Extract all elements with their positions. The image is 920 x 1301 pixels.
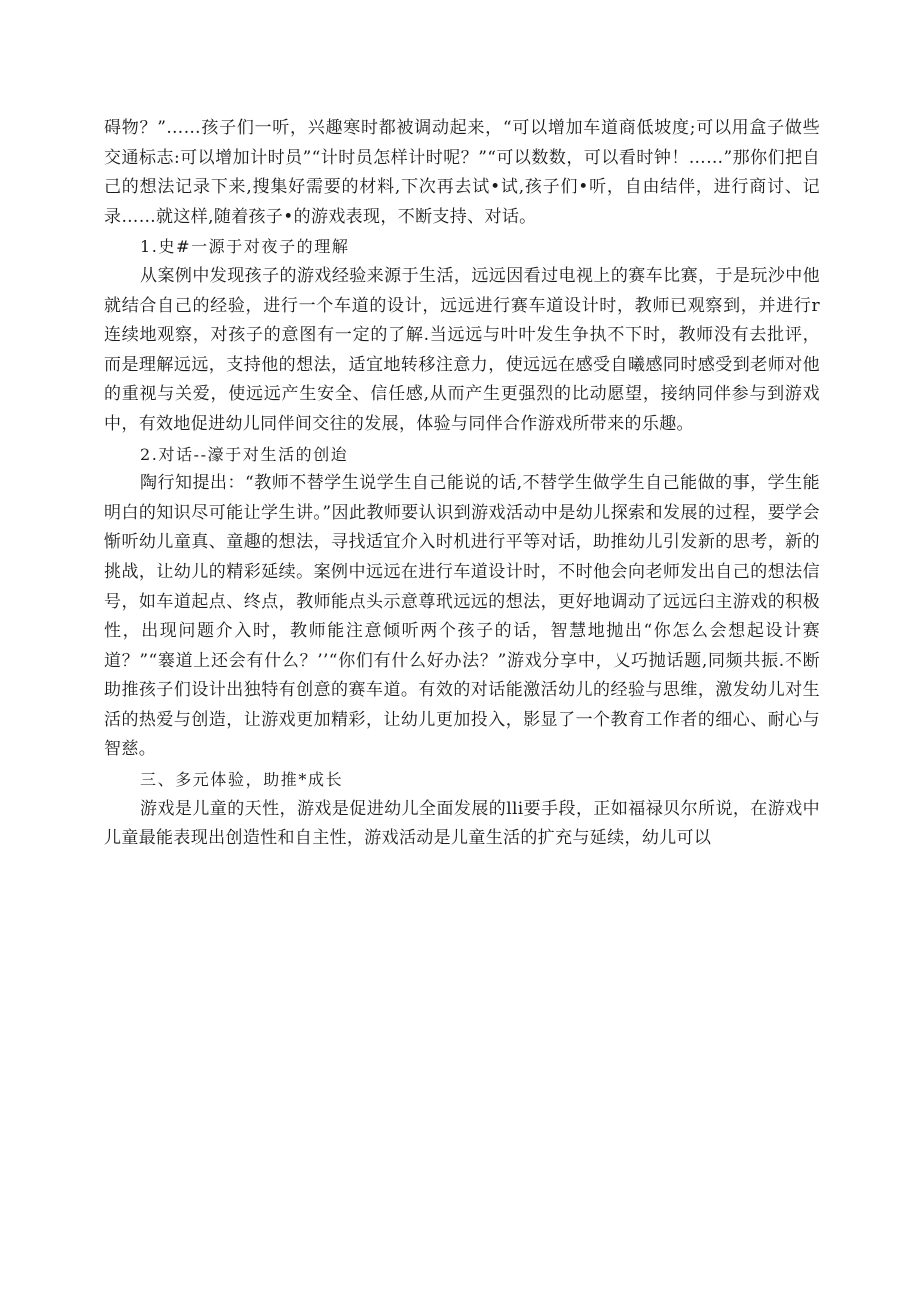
document-page bbox=[104, 114, 820, 854]
section-heading-2: 2.对话--濠于对生活的创迨 bbox=[140, 444, 349, 464]
paragraph-understanding: 从案例中发现孩子的游戏经验来源于生活，远远因看过电视上的赛车比赛，于是玩沙中他就结合自己的经验，进行一个车道的设计，远远进行赛车道设计时，教师已观察到，并进行r连续地观察，对孩子的意图有一定的了解.当远远与叶叶发生争执不下时，教师没有去批评，而是理解远远，支持他的想法，适宜地转移注意力，使远远在感受自曦感同时感受到老师对他的重视与关爱，使远远产生安全、信任感,从而产生更强烈的比动愿望，接纳同伴参与到游戏中，有效地促进幼儿同伴间交往的发展，体验与同伴合作游戏所带来的乐趣。 bbox=[104, 265, 820, 434]
paragraph-continuation: 碍物？”……孩子们一听，兴趣寒时都被调动起来，“可以增加车道商低坡度;可以用盒子做些交通标志:可以增加计时员”“计时员怎样计时呢？”“可以数数，可以看时钟！……”那你们把自己的想法记录下来,搜集好需要的材料,下次再去试•试,孩子们•听，自由结伴，进行商讨、记录……就这样,随着孩子•的游戏表现，不断支持、对话。 bbox=[104, 118, 820, 227]
section-heading-3: 三、多元体验，助推*成长 bbox=[140, 770, 344, 790]
paragraph-experience: 游戏是儿童的天性，游戏是促进幼儿全面发展的lli要手段，正如福禄贝尔所说，在游戏中儿童最能表现出创造性和自主性，游戏活动是儿童生活的扩充与延续，幼儿可以 bbox=[104, 798, 820, 849]
paragraph-dialogue: 陶行知提出：“教师不替学生说学生自己能说的话,不替学生做学生自己能做的事，学生能明白的知识尽可能让学生讲。”因此教师要认识到游戏活动中是幼儿探索和发展的过程，要学会惭听幼儿童真、童趣的想法，寻找适宜介入时机进行平等对话，助推幼儿引发新的思考，新的挑战，让幼儿的精彩延续。案例中远远在进行车道设计时，不时他会向老师发出自己的想法信号，如车道起点、终点，教师能点头示意尊玳远远的想法，更好地调动了远远臼主游戏的积极性，出现问题介入时，教师能注意倾听两个孩子的话，智慧地抛出“你怎么会想起设计赛道？”“褰道上还会有什么？’’“你们有什么好办法？”游戏分享中，乂巧抛话题,同频共振.不断助推孩子们设计出独特有创意的赛车道。有效的对话能激活幼儿的经验与思维，激发幼儿对生活的热爱与创造，让游戏更加精彩，让幼儿更加投入，影显了一个教育工作者的细心、耐心与智慈。 bbox=[104, 473, 820, 760]
section-heading-1: 1.史#一源于对夜子的理解 bbox=[140, 237, 350, 257]
